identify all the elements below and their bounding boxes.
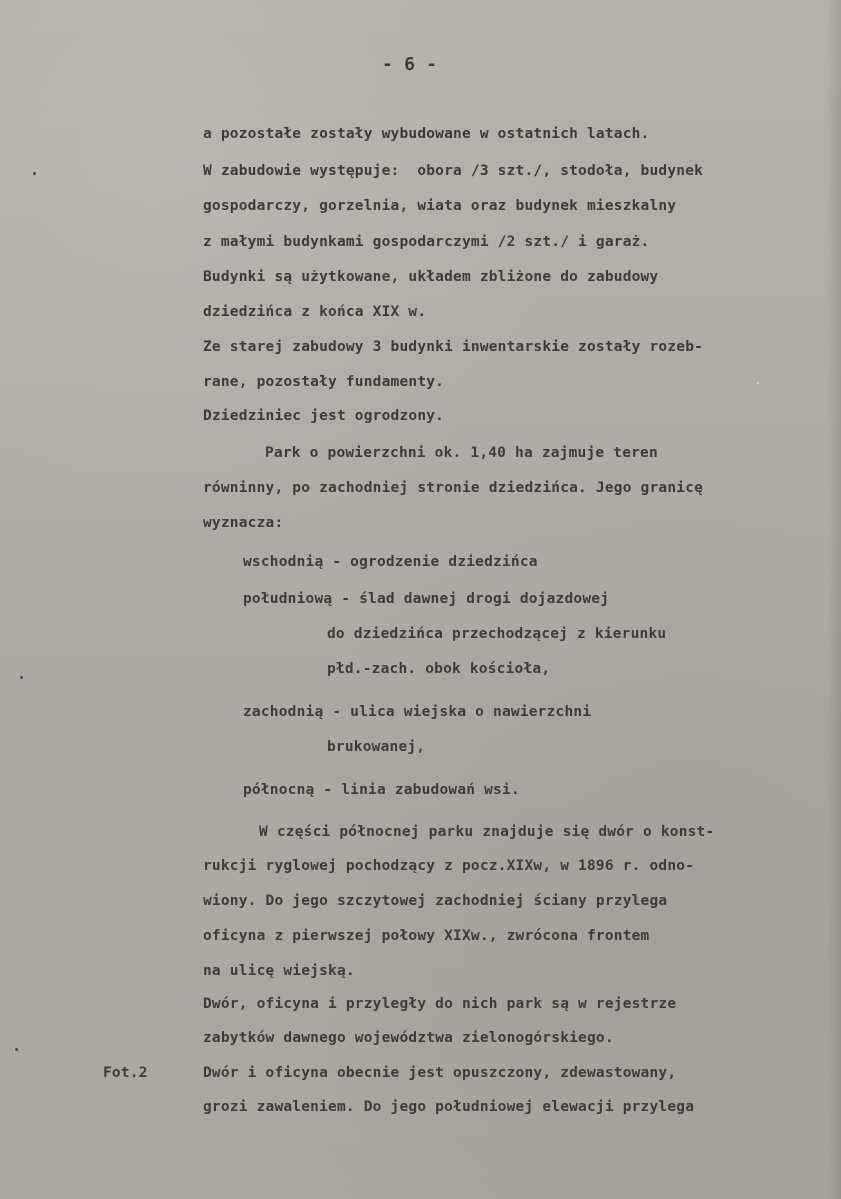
text-line: z małymi budynkami gospodarczymi /2 szt./ i garaż. [203, 234, 650, 250]
text-line: płd.-zach. obok kościoła, [327, 661, 551, 677]
text-line: Dwór i oficyna obecnie jest opuszczony, zdewastowany, [203, 1065, 677, 1081]
text-line: do dziedzińca przechodzącej z kierunku [327, 626, 667, 642]
text-line: dziedzińca z końca XIX w. [203, 304, 427, 320]
text-line: południową - ślad dawnej drogi dojazdowej [243, 591, 610, 607]
text-line: równinny, po zachodniej stronie dziedzińca. Jego granicę [203, 480, 704, 496]
text-line: Dziedziniec jest ogrodzony. [203, 408, 445, 424]
text-line: gospodarczy, gorzelnia, wiata oraz budynek mieszkalny [203, 198, 677, 214]
text-line: Dwór, oficyna i przyległy do nich park są w rejestrze [203, 996, 677, 1012]
text-line: wyznacza: [203, 515, 284, 531]
text-line: Park o powierzchni ok. 1,40 ha zajmuje teren [265, 445, 658, 461]
text-line: zachodnią - ulica wiejska o nawierzchni [243, 704, 592, 720]
text-line: grozi zawaleniem. Do jego południowej elewacji przylega [203, 1099, 695, 1115]
text-line: brukowanej, [327, 739, 426, 755]
text-line: rane, pozostały fundamenty. [203, 374, 445, 390]
text-line: wschodnią - ogrodzenie dziedzińca [243, 554, 538, 570]
margin-note: Fot.2 [103, 1065, 148, 1081]
text-line: oficyna z pierwszej połowy XIXw., zwrócona frontem [203, 928, 650, 944]
paper-speck [33, 172, 36, 175]
text-line: wiony. Do jego szczytowej zachodniej ściany przylega [203, 893, 668, 909]
text-line: zabytków dawnego województwa zielonogórskiego. [203, 1030, 614, 1046]
text-line: Budynki są użytkowane, układem zbliżone do zabudowy [203, 269, 659, 285]
paper-speck [15, 1048, 18, 1051]
paper-speck [757, 382, 759, 384]
page-number: - 6 - [382, 54, 438, 75]
text-line: a pozostałe zostały wybudowane w ostatnich latach. [203, 126, 650, 142]
text-line: północną - linia zabudowań wsi. [243, 782, 520, 798]
paper-speck [20, 676, 23, 679]
text-line: rukcji ryglowej pochodzący z pocz.XIXw, w 1896 r. odno- [203, 858, 695, 874]
text-line: na ulicę wiejską. [203, 963, 355, 979]
text-line: Ze starej zabudowy 3 budynki inwentarskie zostały rozeb- [203, 339, 704, 355]
text-line: W części północnej parku znajduje się dwór o konst- [259, 824, 715, 840]
text-line: W zabudowie występuje: obora /3 szt./, stodoła, budynek [203, 163, 704, 179]
